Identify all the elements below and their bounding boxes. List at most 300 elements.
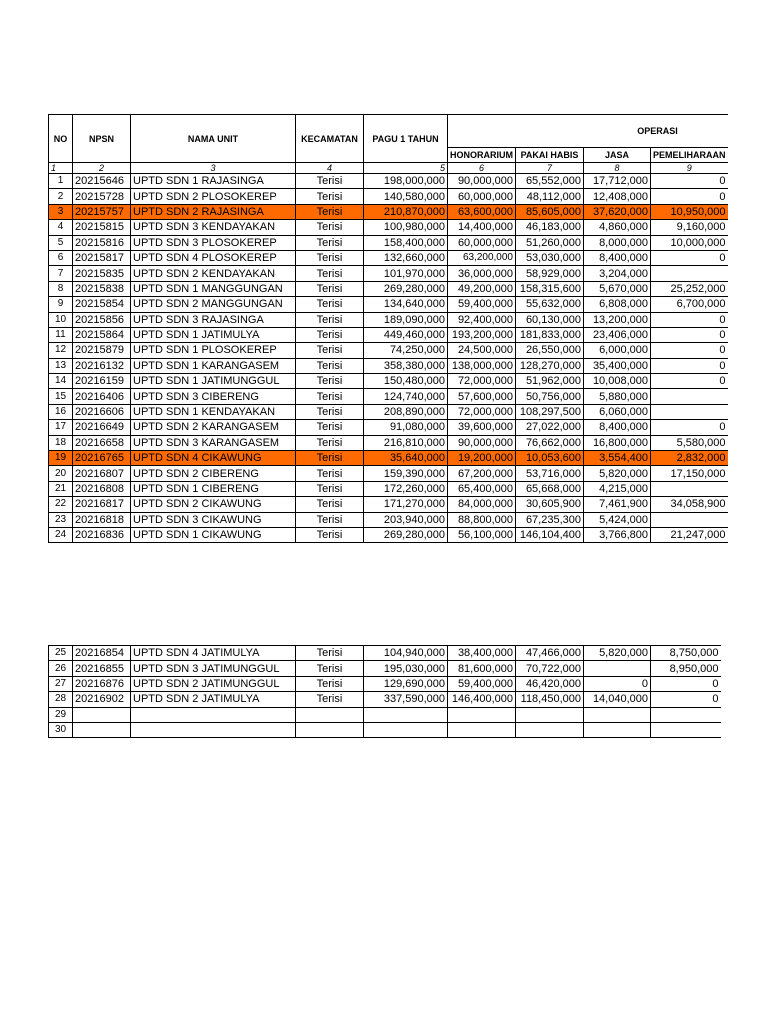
- pemeliharaan-cell: 0: [651, 692, 721, 707]
- jasa-cell: [584, 722, 651, 737]
- kecamatan-cell: Terisi: [296, 281, 364, 296]
- pagu-cell: 132,660,000: [364, 250, 448, 265]
- index-cell: 4: [296, 163, 364, 174]
- row-no: 11: [49, 327, 73, 342]
- nama-unit-cell: [131, 707, 296, 722]
- jasa-cell: 5,820,000: [584, 466, 651, 481]
- kecamatan-cell: Terisi: [296, 646, 364, 661]
- header-operasi-label: OPERASI: [637, 126, 678, 136]
- kecamatan-cell: Terisi: [296, 389, 364, 404]
- nama-unit-cell: UPTD SDN 1 JATIMULYA: [131, 327, 296, 342]
- nama-unit-cell: UPTD SDN 2 PLOSOKEREP: [131, 189, 296, 204]
- table-row: [49, 235, 728, 250]
- row-no: 13: [49, 358, 73, 373]
- npsn-cell: 20215835: [73, 266, 131, 281]
- pagu-cell: 100,980,000: [364, 220, 448, 235]
- kecamatan-cell: Terisi: [296, 374, 364, 389]
- pagu-cell: 74,250,000: [364, 343, 448, 358]
- row-no: 8: [49, 281, 73, 296]
- pagu-cell: 203,940,000: [364, 512, 448, 527]
- jasa-cell: 7,461,900: [584, 497, 651, 512]
- pagu-cell: 210,870,000: [364, 204, 448, 219]
- npsn-cell: 20215838: [73, 281, 131, 296]
- table-row: [49, 527, 728, 542]
- row-no: 29: [49, 707, 73, 722]
- pemeliharaan-cell: 0: [651, 420, 728, 435]
- pemeliharaan-cell: 21,247,000: [651, 527, 728, 542]
- honorarium-cell: 59,400,000: [448, 297, 516, 312]
- npsn-cell: [73, 707, 131, 722]
- jasa-cell: 8,400,000: [584, 420, 651, 435]
- pemeliharaan-cell: 6,700,000: [651, 297, 728, 312]
- pagu-cell: 101,970,000: [364, 266, 448, 281]
- kecamatan-cell: Terisi: [296, 676, 364, 691]
- honorarium-cell: [448, 707, 516, 722]
- kecamatan-cell: [296, 722, 364, 737]
- table-row: [49, 297, 728, 312]
- nama-unit-cell: UPTD SDN 3 RAJASINGA: [131, 312, 296, 327]
- pemeliharaan-cell: 0: [651, 327, 728, 342]
- pemeliharaan-cell: 34,058,900: [651, 497, 728, 512]
- nama-unit-cell: UPTD SDN 3 CIBERENG: [131, 389, 296, 404]
- header-pagu: PAGU 1 TAHUN: [364, 115, 448, 163]
- npsn-cell: 20215817: [73, 250, 131, 265]
- row-no: 30: [49, 722, 73, 737]
- row-no: 6: [49, 250, 73, 265]
- honorarium-cell: 84,000,000: [448, 497, 516, 512]
- kecamatan-cell: Terisi: [296, 481, 364, 496]
- table-row: [49, 676, 721, 691]
- pagu-cell: 140,580,000: [364, 189, 448, 204]
- table-row: [49, 374, 728, 389]
- pagu-cell: 91,080,000: [364, 420, 448, 435]
- pemeliharaan-cell: 17,150,000: [651, 466, 728, 481]
- table-row: [49, 481, 728, 496]
- npsn-cell: 20215816: [73, 235, 131, 250]
- pagu-cell: 208,890,000: [364, 404, 448, 419]
- jasa-cell: 12,408,000: [584, 189, 651, 204]
- table-row: [49, 266, 728, 281]
- pemeliharaan-cell: 8,750,000: [651, 646, 721, 661]
- nama-unit-cell: UPTD SDN 2 KARANGASEM: [131, 420, 296, 435]
- nama-unit-cell: UPTD SDN 3 PLOSOKEREP: [131, 235, 296, 250]
- index-cell: 9: [651, 163, 728, 174]
- pemeliharaan-cell: 10,950,000: [651, 204, 728, 219]
- honorarium-cell: 63,200,000: [448, 250, 516, 265]
- jasa-cell: 0: [584, 676, 651, 691]
- pakai-habis-cell: 65,552,000: [516, 174, 584, 189]
- jasa-cell: 5,670,000: [584, 281, 651, 296]
- table-row: [49, 646, 721, 661]
- pemeliharaan-cell: 0: [651, 343, 728, 358]
- row-no: 4: [49, 220, 73, 235]
- table-row: [49, 466, 728, 481]
- jasa-cell: 5,820,000: [584, 646, 651, 661]
- pemeliharaan-cell: 0: [651, 374, 728, 389]
- index-cell: 3: [131, 163, 296, 174]
- header-npsn: NPSN: [73, 115, 131, 163]
- npsn-cell: 20216902: [73, 692, 131, 707]
- kecamatan-cell: [296, 707, 364, 722]
- row-no: 16: [49, 404, 73, 419]
- pakai-habis-cell: 70,722,000: [516, 661, 584, 676]
- kecamatan-cell: Terisi: [296, 420, 364, 435]
- table-row: [49, 189, 728, 204]
- kecamatan-cell: Terisi: [296, 312, 364, 327]
- kecamatan-cell: Terisi: [296, 497, 364, 512]
- honorarium-cell: 36,000,000: [448, 266, 516, 281]
- jasa-cell: 3,766,800: [584, 527, 651, 542]
- jasa-cell: 4,215,000: [584, 481, 651, 496]
- header-nama-unit: NAMA UNIT: [131, 115, 296, 163]
- nama-unit-cell: UPTD SDN 2 CIBERENG: [131, 466, 296, 481]
- honorarium-cell: 39,600,000: [448, 420, 516, 435]
- npsn-cell: 20215879: [73, 343, 131, 358]
- table-row: [49, 512, 728, 527]
- honorarium-cell: 138,000,000: [448, 358, 516, 373]
- honorarium-cell: 24,500,000: [448, 343, 516, 358]
- honorarium-cell: 90,000,000: [448, 435, 516, 450]
- kecamatan-cell: Terisi: [296, 661, 364, 676]
- pagu-cell: 358,380,000: [364, 358, 448, 373]
- pakai-habis-cell: [516, 722, 584, 737]
- npsn-cell: 20215757: [73, 204, 131, 219]
- row-no: 27: [49, 676, 73, 691]
- npsn-cell: 20215856: [73, 312, 131, 327]
- row-no: 3: [49, 204, 73, 219]
- table-row: [49, 220, 728, 235]
- nama-unit-cell: UPTD SDN 2 KENDAYAKAN: [131, 266, 296, 281]
- pakai-habis-cell: 50,756,000: [516, 389, 584, 404]
- index-cell: 5: [364, 163, 448, 174]
- pakai-habis-cell: 10,053,600: [516, 451, 584, 466]
- jasa-cell: 23,406,000: [584, 327, 651, 342]
- nama-unit-cell: UPTD SDN 1 MANGGUNGAN: [131, 281, 296, 296]
- row-no: 24: [49, 527, 73, 542]
- pakai-habis-cell: 26,550,000: [516, 343, 584, 358]
- row-no: 10: [49, 312, 73, 327]
- npsn-cell: 20215646: [73, 174, 131, 189]
- jasa-cell: 16,800,000: [584, 435, 651, 450]
- pagu-cell: 172,260,000: [364, 481, 448, 496]
- npsn-cell: 20216876: [73, 676, 131, 691]
- pagu-cell: 158,400,000: [364, 235, 448, 250]
- honorarium-cell: [448, 722, 516, 737]
- honorarium-cell: 72,000,000: [448, 374, 516, 389]
- pakai-habis-cell: 181,833,000: [516, 327, 584, 342]
- pemeliharaan-cell: 0: [651, 358, 728, 373]
- header-jasa: JASA: [584, 148, 651, 163]
- pakai-habis-cell: 48,112,000: [516, 189, 584, 204]
- kecamatan-cell: Terisi: [296, 327, 364, 342]
- pakai-habis-cell: 47,466,000: [516, 646, 584, 661]
- kecamatan-cell: Terisi: [296, 204, 364, 219]
- honorarium-cell: 90,000,000: [448, 174, 516, 189]
- kecamatan-cell: Terisi: [296, 174, 364, 189]
- nama-unit-cell: UPTD SDN 1 KENDAYAKAN: [131, 404, 296, 419]
- nama-unit-cell: UPTD SDN 3 KENDAYAKAN: [131, 220, 296, 235]
- pagu-cell: 449,460,000: [364, 327, 448, 342]
- pakai-habis-cell: 46,183,000: [516, 220, 584, 235]
- pagu-cell: 124,740,000: [364, 389, 448, 404]
- table-row: [49, 343, 728, 358]
- jasa-cell: 6,808,000: [584, 297, 651, 312]
- row-no: 28: [49, 692, 73, 707]
- npsn-cell: 20216836: [73, 527, 131, 542]
- npsn-cell: 20216808: [73, 481, 131, 496]
- npsn-cell: 20216817: [73, 497, 131, 512]
- kecamatan-cell: Terisi: [296, 297, 364, 312]
- pakai-habis-cell: 67,235,300: [516, 512, 584, 527]
- pemeliharaan-cell: 8,950,000: [651, 661, 721, 676]
- kecamatan-cell: Terisi: [296, 435, 364, 450]
- pagu-cell: 337,590,000: [364, 692, 448, 707]
- nama-unit-cell: UPTD SDN 2 RAJASINGA: [131, 204, 296, 219]
- pakai-habis-cell: 146,104,400: [516, 527, 584, 542]
- kecamatan-cell: Terisi: [296, 189, 364, 204]
- pemeliharaan-cell: [651, 512, 728, 527]
- nama-unit-cell: UPTD SDN 4 CIKAWUNG: [131, 451, 296, 466]
- jasa-cell: 5,424,000: [584, 512, 651, 527]
- row-no: 2: [49, 189, 73, 204]
- row-no: 23: [49, 512, 73, 527]
- jasa-cell: 10,008,000: [584, 374, 651, 389]
- table-row: [49, 389, 728, 404]
- nama-unit-cell: UPTD SDN 3 KARANGASEM: [131, 435, 296, 450]
- pagu-cell: [364, 722, 448, 737]
- kecamatan-cell: Terisi: [296, 250, 364, 265]
- pakai-habis-cell: 51,260,000: [516, 235, 584, 250]
- row-no: 17: [49, 420, 73, 435]
- nama-unit-cell: UPTD SDN 1 PLOSOKEREP: [131, 343, 296, 358]
- honorarium-cell: 88,800,000: [448, 512, 516, 527]
- index-cell: 1: [49, 163, 73, 174]
- npsn-cell: 20216855: [73, 661, 131, 676]
- npsn-cell: 20216132: [73, 358, 131, 373]
- pagu-cell: 104,940,000: [364, 646, 448, 661]
- index-cell: 7: [516, 163, 584, 174]
- honorarium-cell: 63,600,000: [448, 204, 516, 219]
- pagu-cell: 269,280,000: [364, 527, 448, 542]
- pakai-habis-cell: 46,420,000: [516, 676, 584, 691]
- table-row: [49, 358, 728, 373]
- table-row: [49, 661, 721, 676]
- kecamatan-cell: Terisi: [296, 220, 364, 235]
- row-no: 21: [49, 481, 73, 496]
- row-no: 22: [49, 497, 73, 512]
- npsn-cell: 20216658: [73, 435, 131, 450]
- pagu-cell: 269,280,000: [364, 281, 448, 296]
- header-row: [49, 115, 728, 148]
- pemeliharaan-cell: [651, 707, 721, 722]
- honorarium-cell: 57,600,000: [448, 389, 516, 404]
- npsn-cell: 20216159: [73, 374, 131, 389]
- nama-unit-cell: [131, 722, 296, 737]
- npsn-cell: [73, 722, 131, 737]
- pemeliharaan-cell: 0: [651, 676, 721, 691]
- honorarium-cell: 92,400,000: [448, 312, 516, 327]
- pakai-habis-cell: 58,929,000: [516, 266, 584, 281]
- pemeliharaan-cell: 5,580,000: [651, 435, 728, 450]
- nama-unit-cell: UPTD SDN 2 CIKAWUNG: [131, 497, 296, 512]
- jasa-cell: 37,620,000: [584, 204, 651, 219]
- kecamatan-cell: Terisi: [296, 512, 364, 527]
- kecamatan-cell: Terisi: [296, 235, 364, 250]
- nama-unit-cell: UPTD SDN 4 PLOSOKEREP: [131, 250, 296, 265]
- table-row: [49, 692, 721, 707]
- nama-unit-cell: UPTD SDN 1 CIKAWUNG: [131, 527, 296, 542]
- jasa-cell: 5,880,000: [584, 389, 651, 404]
- kecamatan-cell: Terisi: [296, 466, 364, 481]
- index-row: [49, 163, 728, 174]
- kecamatan-cell: Terisi: [296, 451, 364, 466]
- pagu-cell: 189,090,000: [364, 312, 448, 327]
- honorarium-cell: 60,000,000: [448, 189, 516, 204]
- npsn-cell: 20215864: [73, 327, 131, 342]
- table-row: [49, 174, 728, 189]
- index-cell: 2: [73, 163, 131, 174]
- honorarium-cell: 193,200,000: [448, 327, 516, 342]
- pakai-habis-cell: 60,130,000: [516, 312, 584, 327]
- pemeliharaan-cell: [651, 266, 728, 281]
- jasa-cell: 8,000,000: [584, 235, 651, 250]
- kecamatan-cell: Terisi: [296, 343, 364, 358]
- jasa-cell: 3,554,400: [584, 451, 651, 466]
- nama-unit-cell: UPTD SDN 1 CIBERENG: [131, 481, 296, 496]
- budget-table-top: [48, 114, 728, 543]
- kecamatan-cell: Terisi: [296, 692, 364, 707]
- table-row: [49, 497, 728, 512]
- row-no: 19: [49, 451, 73, 466]
- header-pakai-habis: PAKAI HABIS: [516, 148, 584, 163]
- header-no: NO: [49, 115, 73, 163]
- pagu-cell: 129,690,000: [364, 676, 448, 691]
- pakai-habis-cell: 85,605,000: [516, 204, 584, 219]
- table-row: [49, 327, 728, 342]
- pakai-habis-cell: [516, 707, 584, 722]
- row-no: 26: [49, 661, 73, 676]
- header-pemeliharaan: PEMELIHARAAN: [651, 148, 728, 163]
- pemeliharaan-cell: 9,160,000: [651, 220, 728, 235]
- nama-unit-cell: UPTD SDN 4 JATIMULYA: [131, 646, 296, 661]
- nama-unit-cell: UPTD SDN 1 RAJASINGA: [131, 174, 296, 189]
- pemeliharaan-cell: 0: [651, 312, 728, 327]
- pagu-cell: 216,810,000: [364, 435, 448, 450]
- row-no: 20: [49, 466, 73, 481]
- pemeliharaan-cell: 2,832,000: [651, 451, 728, 466]
- table-row: [49, 722, 721, 737]
- kecamatan-cell: Terisi: [296, 358, 364, 373]
- nama-unit-cell: UPTD SDN 2 MANGGUNGAN: [131, 297, 296, 312]
- index-cell: 6: [448, 163, 516, 174]
- pemeliharaan-cell: 0: [651, 174, 728, 189]
- row-no: 1: [49, 174, 73, 189]
- npsn-cell: 20215815: [73, 220, 131, 235]
- pakai-habis-cell: 53,716,000: [516, 466, 584, 481]
- index-cell: 8: [584, 163, 651, 174]
- honorarium-cell: 60,000,000: [448, 235, 516, 250]
- nama-unit-cell: UPTD SDN 3 JATIMUNGGUL: [131, 661, 296, 676]
- jasa-cell: 13,200,000: [584, 312, 651, 327]
- pakai-habis-cell: 27,022,000: [516, 420, 584, 435]
- honorarium-cell: 19,200,000: [448, 451, 516, 466]
- kecamatan-cell: Terisi: [296, 266, 364, 281]
- honorarium-cell: 59,400,000: [448, 676, 516, 691]
- pemeliharaan-cell: 25,252,000: [651, 281, 728, 296]
- jasa-cell: 8,400,000: [584, 250, 651, 265]
- honorarium-cell: 72,000,000: [448, 404, 516, 419]
- pemeliharaan-cell: [651, 389, 728, 404]
- table-row: [49, 420, 728, 435]
- npsn-cell: 20216606: [73, 404, 131, 419]
- pemeliharaan-cell: [651, 404, 728, 419]
- pakai-habis-cell: 30,605,900: [516, 497, 584, 512]
- honorarium-cell: 49,200,000: [448, 281, 516, 296]
- pagu-cell: 35,640,000: [364, 451, 448, 466]
- jasa-cell: [584, 661, 651, 676]
- honorarium-cell: 67,200,000: [448, 466, 516, 481]
- table-row: [49, 281, 728, 296]
- jasa-cell: 3,204,000: [584, 266, 651, 281]
- npsn-cell: 20215728: [73, 189, 131, 204]
- header-operasi: [448, 115, 728, 148]
- pagu-cell: [364, 707, 448, 722]
- row-no: 5: [49, 235, 73, 250]
- row-no: 12: [49, 343, 73, 358]
- header-honorarium: HONORARIUM: [448, 148, 516, 163]
- jasa-cell: [584, 707, 651, 722]
- table-row: [49, 250, 728, 265]
- row-no: 14: [49, 374, 73, 389]
- honorarium-cell: 146,400,000: [448, 692, 516, 707]
- pakai-habis-cell: 55,632,000: [516, 297, 584, 312]
- nama-unit-cell: UPTD SDN 3 CIKAWUNG: [131, 512, 296, 527]
- nama-unit-cell: UPTD SDN 2 JATIMUNGGUL: [131, 676, 296, 691]
- honorarium-cell: 14,400,000: [448, 220, 516, 235]
- row-no: 18: [49, 435, 73, 450]
- row-no: 15: [49, 389, 73, 404]
- pagu-cell: 134,640,000: [364, 297, 448, 312]
- row-no: 25: [49, 646, 73, 661]
- pemeliharaan-cell: 10,000,000: [651, 235, 728, 250]
- pemeliharaan-cell: 0: [651, 189, 728, 204]
- pakai-habis-cell: 51,962,000: [516, 374, 584, 389]
- pakai-habis-cell: 158,315,600: [516, 281, 584, 296]
- pakai-habis-cell: 118,450,000: [516, 692, 584, 707]
- honorarium-cell: 65,400,000: [448, 481, 516, 496]
- pagu-cell: 150,480,000: [364, 374, 448, 389]
- pemeliharaan-cell: 0: [651, 250, 728, 265]
- honorarium-cell: 81,600,000: [448, 661, 516, 676]
- honorarium-cell: 56,100,000: [448, 527, 516, 542]
- npsn-cell: 20216854: [73, 646, 131, 661]
- jasa-cell: 14,040,000: [584, 692, 651, 707]
- table-row: [49, 435, 728, 450]
- npsn-cell: 20215854: [73, 297, 131, 312]
- pakai-habis-cell: 108,297,500: [516, 404, 584, 419]
- table-row: [49, 312, 728, 327]
- honorarium-cell: 38,400,000: [448, 646, 516, 661]
- npsn-cell: 20216406: [73, 389, 131, 404]
- table-row: [49, 707, 721, 722]
- pemeliharaan-cell: [651, 722, 721, 737]
- pakai-habis-cell: 65,668,000: [516, 481, 584, 496]
- nama-unit-cell: UPTD SDN 1 KARANGASEM: [131, 358, 296, 373]
- table-row: [49, 451, 728, 466]
- row-no: 7: [49, 266, 73, 281]
- jasa-cell: 6,060,000: [584, 404, 651, 419]
- nama-unit-cell: UPTD SDN 2 JATIMULYA: [131, 692, 296, 707]
